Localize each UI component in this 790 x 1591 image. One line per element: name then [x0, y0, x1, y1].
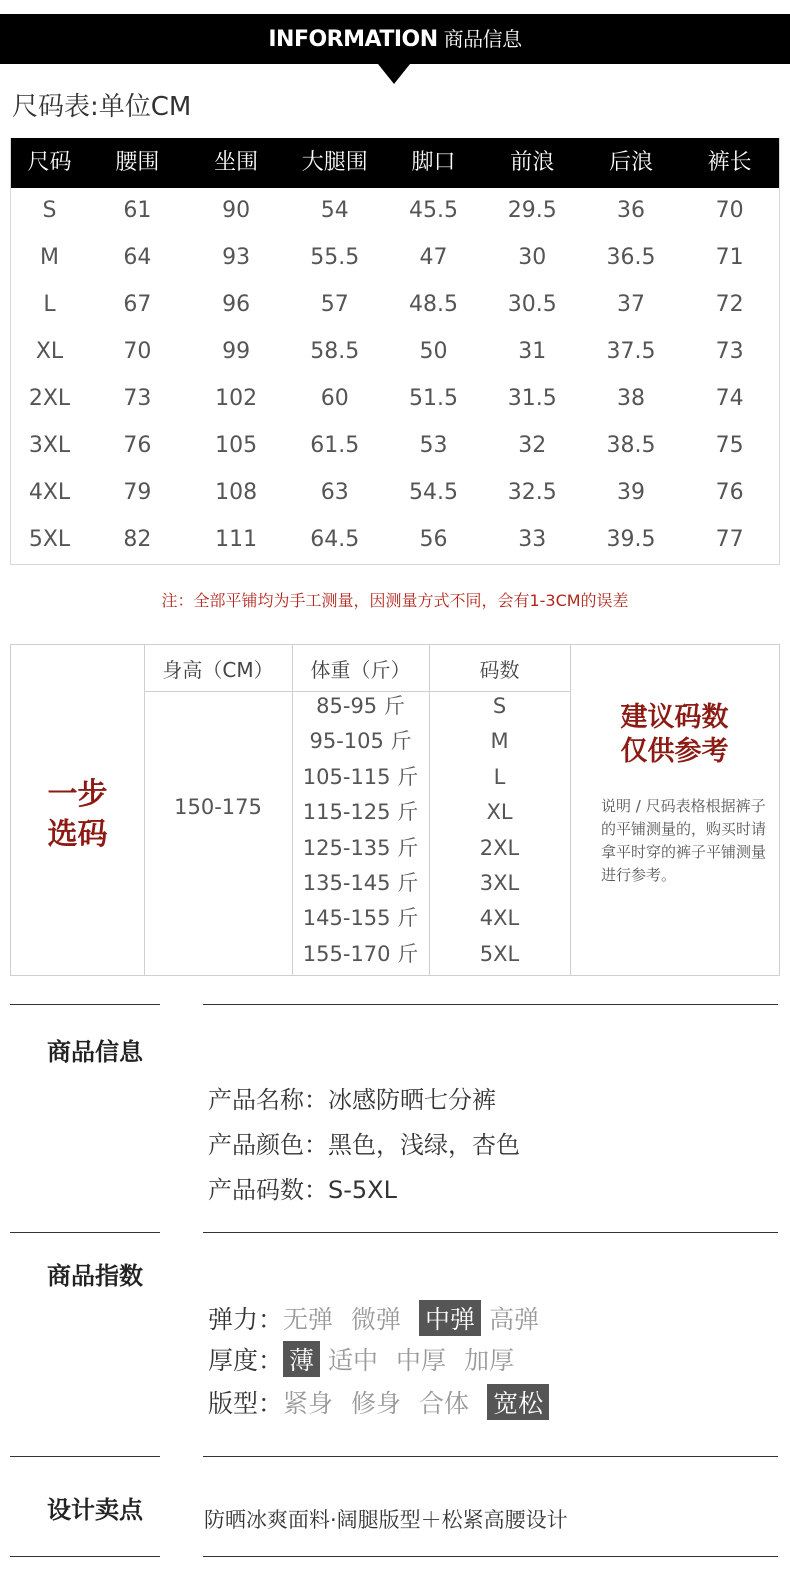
table-cell: 51.5	[409, 386, 458, 411]
table-row	[11, 470, 779, 517]
size-item: L	[493, 764, 506, 789]
table-cell: 60	[320, 386, 349, 411]
divider	[203, 1556, 778, 1557]
index-row	[208, 1300, 557, 1336]
index-row-label: 版型：	[208, 1389, 284, 1418]
product-info-title: 商品信息	[47, 1038, 143, 1066]
suggested-size-title-line: 仅供参考	[620, 736, 729, 767]
table-cell: 75	[715, 433, 744, 458]
banner-title-en: INFORMATION	[268, 27, 438, 52]
index-option: 紧身	[283, 1389, 334, 1418]
one-step-size-title-line: 一步	[47, 777, 108, 812]
divider	[10, 1556, 160, 1557]
table-cell: 31	[518, 339, 547, 364]
one-step-size-title-line: 选码	[47, 817, 108, 852]
weight-list	[292, 689, 429, 972]
divider	[203, 1004, 778, 1005]
size-chart-caption: 尺码表:单位CM	[12, 92, 192, 122]
table-cell: 39.5	[606, 527, 656, 552]
banner-title-cn: 商品信息	[443, 27, 522, 51]
size-table-header-cell: 后浪	[608, 150, 653, 175]
table-cell: 32	[518, 433, 547, 458]
weight-range-item: 125-135 斤	[302, 835, 419, 860]
design-points-text: 防晒冰爽面料·阔腿版型＋松紧高腰设计	[204, 1508, 568, 1532]
size-item: XL	[486, 800, 513, 825]
index-option-selected: 中弹	[419, 1300, 481, 1336]
weight-range-item: 85-95 斤	[316, 694, 405, 718]
table-cell: 61.5	[310, 433, 360, 458]
table-cell: 58.5	[310, 339, 360, 364]
table-cell: 55.5	[310, 245, 360, 270]
table-cell: 54	[320, 198, 349, 223]
table-cell: 99	[222, 339, 251, 364]
index-option-selected: 宽松	[487, 1384, 549, 1420]
table-cell: 74	[715, 386, 744, 411]
table-cell: 45.5	[409, 198, 458, 223]
weight-range-item: 105-115 斤	[302, 764, 419, 789]
table-cell: 32.5	[507, 480, 557, 505]
table-cell: 77	[715, 527, 744, 552]
table-cell: 64.5	[310, 527, 360, 552]
table-cell: 111	[215, 527, 258, 552]
table-cell: 4XL	[28, 480, 71, 505]
index-row	[208, 1384, 557, 1420]
size-item: S	[492, 694, 507, 718]
table-cell: 102	[215, 386, 258, 411]
table-cell: 2XL	[28, 386, 71, 411]
table-cell: 30	[518, 245, 547, 270]
table-row	[11, 376, 779, 423]
size-item: 2XL	[479, 835, 520, 860]
table-cell: 33	[518, 527, 547, 552]
table-row	[11, 517, 779, 564]
table-cell: 67	[123, 292, 152, 317]
index-option: 合体	[419, 1389, 470, 1418]
divider	[10, 1232, 160, 1233]
table-cell: 76	[715, 480, 744, 505]
table-cell: 57	[320, 292, 349, 317]
size-chart-description: 说明 / 尺码表格根据裤子的平铺测量的，购买时请拿平时穿的裤子平铺测量进行参考。	[601, 797, 767, 884]
table-cell: 39	[616, 480, 645, 505]
index-option-selected: 薄	[283, 1341, 320, 1377]
table-cell: 70	[123, 339, 152, 364]
table-row	[11, 282, 779, 329]
size-list	[429, 689, 570, 972]
divider	[570, 645, 571, 975]
size-item: 4XL	[479, 906, 520, 931]
product-color-line: 产品颜色：黑色，浅绿，杏色	[208, 1131, 520, 1159]
suggested-size-title	[570, 701, 779, 769]
suggested-size-title-line: 建议码数	[620, 702, 729, 733]
index-option: 无弹	[283, 1305, 334, 1334]
table-cell: 30.5	[507, 292, 557, 317]
index-option: 中厚	[396, 1346, 447, 1375]
size-item: M	[490, 729, 509, 754]
table-row	[11, 188, 779, 235]
size-item: 5XL	[479, 941, 520, 966]
weight-column-header: 体重（斤）	[310, 658, 411, 682]
table-cell: L	[43, 292, 56, 317]
measurement-note: 注：全部平铺均为手工测量，因测量方式不同，会有1-3CM的误差	[161, 591, 629, 610]
table-cell: 31.5	[507, 386, 557, 411]
size-table-header-cell: 裤长	[707, 150, 752, 175]
weight-range-item: 145-155 斤	[302, 906, 419, 931]
height-range: 150-175	[174, 795, 262, 819]
weight-range-item: 135-145 斤	[302, 870, 419, 895]
table-row	[11, 423, 779, 470]
index-option: 加厚	[464, 1346, 515, 1375]
design-points-title: 设计卖点	[47, 1496, 143, 1524]
size-table-header-cell: 坐围	[214, 150, 259, 175]
table-cell: 37.5	[606, 339, 656, 364]
table-cell: 76	[123, 433, 152, 458]
table-cell: 64	[123, 245, 152, 270]
table-cell: XL	[35, 339, 64, 364]
size-column-header: 码数	[479, 658, 520, 682]
index-row	[208, 1341, 532, 1377]
index-row-label: 弹力：	[208, 1305, 284, 1334]
weight-range-item: 155-170 斤	[302, 941, 419, 966]
table-cell: 38	[616, 386, 645, 411]
table-cell: 47	[419, 245, 448, 270]
table-cell: 70	[715, 198, 744, 223]
table-row	[11, 329, 779, 376]
size-table-header-cell: 腰围	[115, 150, 160, 175]
one-step-size-title	[11, 775, 144, 855]
table-cell: 37	[616, 292, 645, 317]
table-cell: 29.5	[507, 198, 557, 223]
weight-range-item: 95-105 斤	[309, 729, 412, 754]
product-index-title: 商品指数	[47, 1262, 143, 1290]
table-row	[11, 235, 779, 282]
size-recommendation-table	[10, 644, 780, 976]
table-cell: 93	[222, 245, 251, 270]
table-cell: 96	[222, 292, 251, 317]
product-size-line: 产品码数：S-5XL	[208, 1176, 397, 1204]
table-cell: M	[40, 245, 59, 270]
table-cell: 73	[715, 339, 744, 364]
divider	[10, 1004, 160, 1005]
table-cell: 54.5	[409, 480, 458, 505]
size-table-header-cell: 前浪	[510, 150, 555, 175]
size-table-header-cell: 脚口	[411, 150, 456, 175]
index-option: 微弹	[351, 1305, 402, 1334]
size-table	[10, 138, 780, 565]
size-table-body	[11, 188, 779, 564]
table-cell: 105	[215, 433, 258, 458]
divider	[203, 1456, 778, 1457]
table-cell: 90	[222, 198, 251, 223]
table-cell: 79	[123, 480, 152, 505]
table-cell: 36.5	[606, 245, 656, 270]
table-cell: 56	[419, 527, 448, 552]
table-cell: 48.5	[409, 292, 458, 317]
index-option: 适中	[328, 1346, 379, 1375]
divider	[203, 1232, 778, 1233]
size-table-header	[11, 138, 779, 188]
height-column-header: 身高（CM）	[162, 658, 274, 682]
table-cell: 72	[715, 292, 744, 317]
banner-notch	[378, 64, 410, 84]
table-cell: 108	[215, 480, 258, 505]
table-cell: 5XL	[28, 527, 71, 552]
table-cell: S	[42, 198, 57, 223]
size-item: 3XL	[479, 870, 520, 895]
table-cell: 61	[123, 198, 152, 223]
table-cell: 53	[419, 433, 448, 458]
size-table-header-cell: 大腿围	[301, 150, 368, 175]
divider	[10, 1456, 160, 1457]
banner-title	[0, 14, 790, 64]
table-cell: 82	[123, 527, 152, 552]
index-option: 高弹	[489, 1305, 540, 1334]
product-name-line: 产品名称：冰感防晒七分裤	[208, 1086, 496, 1114]
size-table-header-cell: 尺码	[27, 150, 72, 175]
table-cell: 63	[320, 480, 349, 505]
table-cell: 71	[715, 245, 744, 270]
table-cell: 3XL	[28, 433, 71, 458]
table-cell: 73	[123, 386, 152, 411]
index-option: 修身	[351, 1389, 402, 1418]
table-cell: 38.5	[606, 433, 656, 458]
table-cell: 50	[419, 339, 448, 364]
index-row-label: 厚度：	[208, 1346, 284, 1375]
table-cell: 36	[616, 198, 645, 223]
weight-range-item: 115-125 斤	[302, 800, 419, 825]
